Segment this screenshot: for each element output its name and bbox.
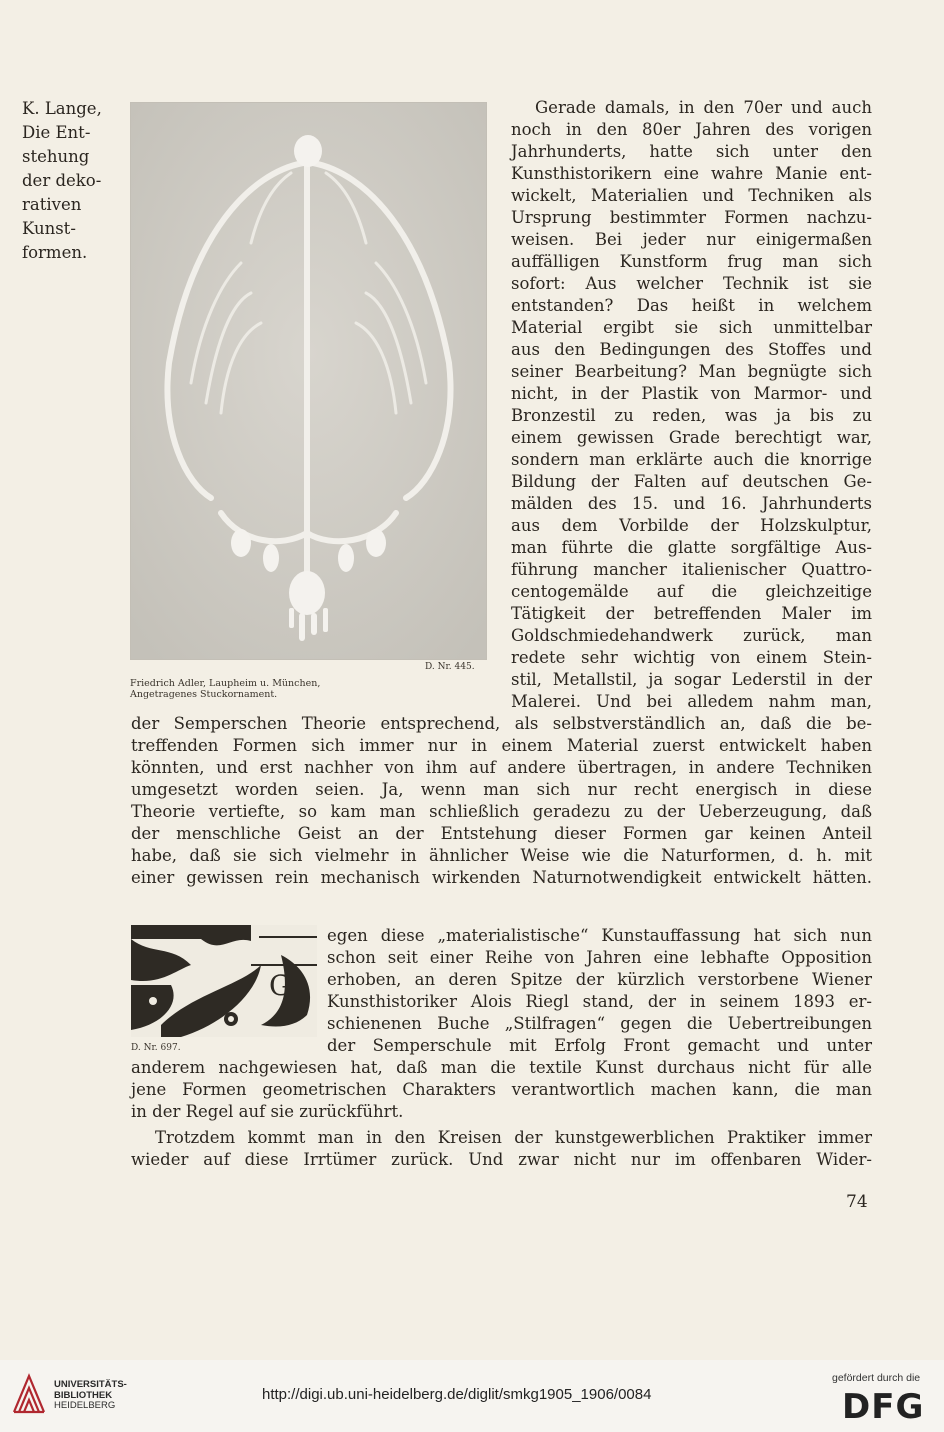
- text-line: Jahrhunderts, hatte sich unter den: [511, 142, 872, 161]
- text-line: man führte die glatte sorgfältige Aus-: [511, 538, 872, 557]
- margin-note: [22, 97, 122, 265]
- text-line: Bildung der Falten auf deutschen Ge-: [511, 472, 872, 491]
- full-paragraph-2: [131, 1057, 872, 1123]
- margin-note-line: rativen: [22, 195, 82, 214]
- margin-note-line: Die Ent-: [22, 123, 91, 142]
- footer-bar: [0, 1360, 944, 1432]
- page-number: 74: [846, 1192, 868, 1212]
- text-line: entstanden? Das heißt in welchem: [511, 296, 872, 315]
- text-line: redete sehr wichtig von einem Stein-: [511, 648, 872, 667]
- text-line: Malerei. Und bei alledem nahm man,: [511, 692, 872, 711]
- text-line: stil, Metallstil, ja sogar Lederstil in der: [511, 670, 872, 689]
- text-line: der Semperschen Theorie entsprechend, als selbstverständlich an, daß die be-: [131, 714, 872, 733]
- figure-ref: D. Nr. 445.: [425, 662, 475, 672]
- caption-line: Friedrich Adler, Laupheim u. München,: [130, 678, 321, 689]
- text-line: Material ergibt sie sich unmittelbar: [511, 318, 872, 337]
- caption-line: Angetragenes Stuckornament.: [130, 689, 278, 700]
- dropcap-ornament: [131, 925, 317, 1037]
- text-line: Gerade damals, in den 70er und auch: [535, 98, 872, 117]
- text-line: wickelt, Materialien und Techniken als: [511, 186, 872, 205]
- text-line: sofort: Aus welcher Technik ist sie: [511, 274, 872, 293]
- margin-note-line: der deko-: [22, 171, 102, 190]
- text-line: Tätigkeit der betreffenden Maler im: [511, 604, 872, 623]
- text-line: einer gewissen rein mechanisch wirkenden Naturnotwendigkeit entwickelt hätten.: [131, 868, 872, 887]
- text-line: mälden des 15. und 16. Jahrhunderts: [511, 494, 872, 513]
- text-line: könnten, und erst nachher von ihm auf andere übertragen, in andere Techniken: [131, 758, 872, 777]
- library-name-line: UNIVERSITÄTS-: [54, 1379, 127, 1390]
- funding-note: gefördert durch die: [832, 1372, 921, 1384]
- stucco-ornament-illustration: [131, 103, 486, 659]
- text-line: centogemälde auf die gleichzeitige: [511, 582, 872, 601]
- text-line: schienenen Buche „Stilfragen“ gegen die Uebertreibungen: [327, 1014, 872, 1033]
- university-seal-icon[interactable]: [10, 1372, 48, 1418]
- text-line: Kunsthistoriker Alois Riegl stand, der in seinem 1893 er-: [327, 992, 872, 1011]
- university-library-name[interactable]: [54, 1380, 127, 1412]
- full-paragraph-1: [131, 713, 872, 889]
- text-line: weisen. Bei jeder nur einigermaßen: [511, 230, 872, 249]
- text-line: treffenden Formen sich immer nur in einem Material zuerst entwickelt haben: [131, 736, 872, 755]
- text-line: erhoben, an deren Spitze der kürzlich verstorbene Wiener: [327, 970, 872, 989]
- text-line: Ursprung bestimmter Formen nachzu-: [511, 208, 872, 227]
- text-line: noch in den 80er Jahren des vorigen: [511, 120, 872, 139]
- dfg-logo[interactable]: DFG: [842, 1387, 925, 1427]
- dropcap-g-illustration: [131, 925, 317, 1037]
- library-name-line: BIBLIOTHEK: [54, 1389, 113, 1401]
- text-line: Bronzestil zu reden, was ja bis zu: [511, 406, 872, 425]
- text-line: anderem nachgewiesen hat, daß man die textile Kunst durchaus nicht für alle: [131, 1058, 872, 1077]
- dropcap-text-column: [327, 925, 872, 1057]
- text-line: Theorie vertiefte, so kam man schließlich geradezu zu der Ueberzeugung, daß: [131, 802, 872, 821]
- right-text-column: [511, 97, 872, 713]
- text-line: Trotzdem kommt man in den Kreisen der kunstgewerblichen Praktiker immer: [155, 1128, 872, 1147]
- margin-note-line: formen.: [22, 243, 88, 262]
- margin-note-line: K. Lange,: [22, 99, 102, 118]
- text-line: seiner Bearbeitung? Man begnügte sich: [511, 362, 872, 381]
- stucco-ornament-figure: [130, 102, 487, 660]
- text-line: einem gewissen Grade berechtigt war,: [511, 428, 872, 447]
- text-line: Goldschmiedehandwerk zurück, man: [511, 626, 872, 645]
- text-line: Kunsthistorikern eine wahre Manie ent-: [511, 164, 872, 183]
- text-line: habe, daß sie sich vielmehr in ähnlicher Weise wie die Naturformen, d. h. mit: [131, 846, 872, 865]
- text-line: wieder auf diese Irrtümer zurück. Und zwar nicht nur im offenbaren Wider-: [131, 1150, 872, 1169]
- full-paragraph-3: [131, 1127, 872, 1171]
- text-line: in der Regel auf sie zurückführt.: [131, 1102, 404, 1121]
- text-line: egen diese „materialistische“ Kunstauffassung hat sich nun: [327, 926, 872, 945]
- source-url-link[interactable]: http://digi.ub.uni-heidelberg.de/diglit/smkg1905_1906/0084: [262, 1386, 652, 1403]
- text-line: auffälligen Kunstform frug man sich: [511, 252, 872, 271]
- dropcap-ref: D. Nr. 697.: [131, 1043, 181, 1053]
- text-line: schon seit einer Reihe von Jahren eine lebhafte Opposition: [327, 948, 872, 967]
- text-line: aus dem Vorbilde der Holzskulptur,: [511, 516, 872, 535]
- text-line: führung mancher italienischer Quattro-: [511, 560, 872, 579]
- margin-note-line: Kunst-: [22, 219, 76, 238]
- dropcap-letter: G: [269, 969, 292, 1002]
- figure-caption: [130, 678, 320, 700]
- text-line: jene Formen geometrischen Charakters verantwortlich machen kann, die man: [131, 1080, 872, 1099]
- margin-note-line: stehung: [22, 147, 90, 166]
- text-line: aus den Bedingungen des Stoffes und: [511, 340, 872, 359]
- text-line: der Semperschule mit Erfolg Front gemacht und unter: [327, 1036, 872, 1055]
- text-line: sondern man erklärte auch die knorrige: [511, 450, 872, 469]
- text-line: der menschliche Geist an der Entstehung dieser Formen gar keinen Anteil: [131, 824, 872, 843]
- text-line: umgesetzt worden seien. Ja, wenn man sich nur recht energisch in diese: [131, 780, 872, 799]
- library-name-line: HEIDELBERG: [54, 1400, 116, 1411]
- text-line: nicht, in der Plastik von Marmor- und: [511, 384, 872, 403]
